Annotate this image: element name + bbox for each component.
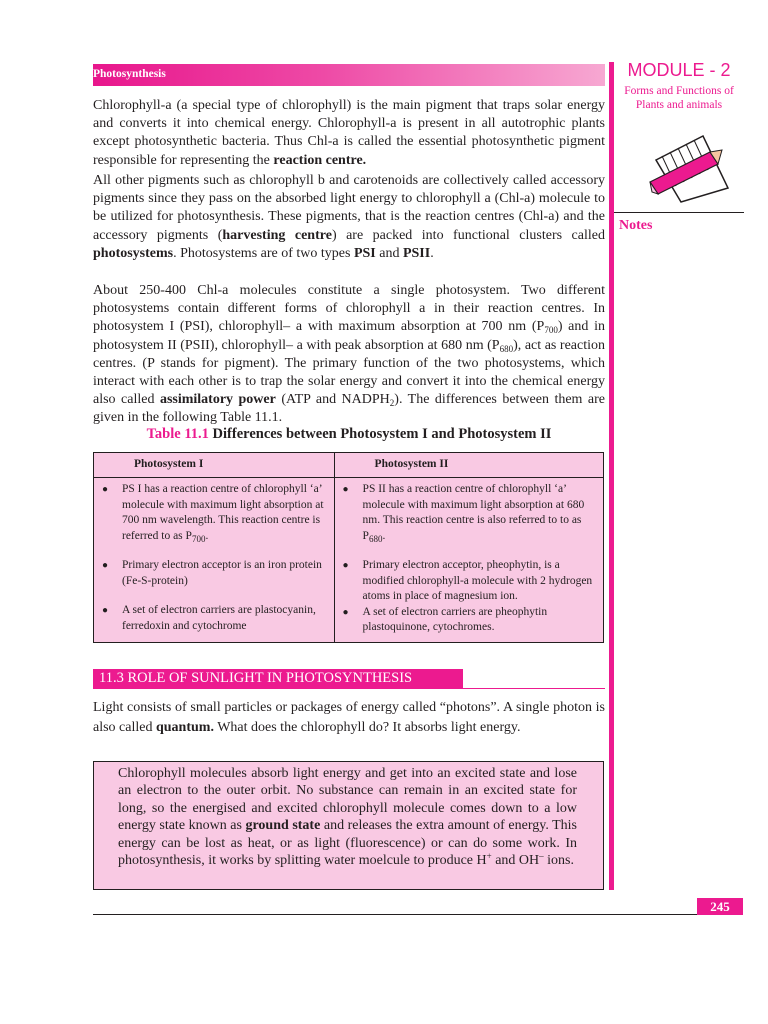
list-item [94,482,334,544]
list-item-text: A set of electron carriers are pheophytin plastoquinone, cytochromes. [362,605,548,633]
section-heading [93,669,463,688]
section-rule [93,688,605,689]
list-item-text: A set of electron carriers are plastocyanin, ferredoxin and cytochrome [122,604,316,632]
list-item [335,558,603,605]
pencil-notepad-icon [648,130,738,210]
list-item-text: Primary electron acceptor, pheophytin, is a modified chlorophyll-a molecule with 2 hydrogen atoms in place of magnesium ion. [362,559,593,602]
section-heading-text: 11.3 ROLE OF SUNLIGHT IN PHOTOSYNTHESIS [99,670,413,686]
p2-psii: PSII [402,245,431,261]
list-item-text: PS II has a reaction centre of chlorophyll ‘a’ molecule with maximum light absorption at 680 nm. This reaction centre is also referred to to as P [362,483,585,542]
p2-harvesting: harvesting centre [222,227,332,243]
paragraph-3 [93,282,605,428]
table-caption-title: Differences between Photosystem I and Photosystem II [212,426,552,442]
p2-e: and [379,245,400,261]
table-row [94,478,604,643]
col1-cell [94,478,335,643]
col2-header: Photosystem II [334,453,603,478]
table-caption [93,426,605,443]
section-paragraph [93,698,605,738]
p2-psi: PSI [353,245,376,261]
module-subtitle [614,84,744,112]
box-sup-plus: + [486,851,492,862]
list-item [94,558,334,589]
box-d: ions. [547,853,574,869]
col2-list [335,482,603,636]
p1-text: Chlorophyll-a (a special type of chlorophyll) is the main pigment that traps solar energy and converts it into chemical energy. Chlorophyll-a is present in all autotrophic plants except photosynthetic bacteria. Thus Chl-a is called the essential photosynthetic pigment responsible for representing the [93,98,605,168]
notes-rule [614,212,744,213]
p3-d: (ATP and NADPH [281,392,390,408]
p1-bold: reaction centre. [273,152,367,168]
highlight-box [93,761,604,890]
list-item-tail: . [382,529,386,542]
list-item-tail: . [205,529,209,542]
list-item [335,605,603,636]
p2-f: . [430,245,434,261]
running-title: Photosynthesis [93,68,166,80]
list-item [335,482,603,544]
p3-sub-680: 680 [499,343,514,354]
module-label: MODULE - 2 [627,60,731,80]
comparison-table [93,452,604,643]
box-sup-minus: – [539,851,544,862]
margin-divider-line [609,62,614,890]
p2-a: All other pigments such as chlorophyll b and carotenoids are collectively called accessory pigments since they pass on the absorbed light energy to chlorophyll a (Chl-a) molecule to be utilized for photosynthesis. These pigments, that is the reaction centres (Chl-a) and the accessory pigments ( [93,173,605,243]
box-b: and releases the extra amount of energy. This energy can be lost as heat, or as light (fluorescence) or can do some work. In photosynthesis, it works by splitting water moelcule to produce H [118,818,577,869]
box-c: and OH [495,853,540,869]
p3-c: ), act as reaction centres. (P stands for pigment). The primary function of the two photosystems, which interact with each other is to trap the solar energy and convert it into the chemical energy also called [93,337,605,408]
list-item [94,603,334,634]
p2-d: . Photosystems are of two types [173,245,351,261]
box-bold: ground state [245,818,321,834]
section-p-b: What does the chlorophyll do? It absorbs light energy. [217,720,521,735]
p3-e: ). The differences between them are given in the following Table 11.1. [93,392,606,426]
list-item-sub: 700 [191,533,206,544]
module-subtitle-line-1: Forms and Functions of [624,85,734,97]
running-header-bar [93,64,605,86]
list-item-text: Primary electron acceptor is an iron protein (Fe-S-protein) [122,559,322,587]
col2-cell [334,478,603,643]
p2-c: ) are packed into functional clusters called [331,227,605,243]
highlight-box-text [94,762,603,869]
box-a: Chlorophyll molecules absorb light energy and get into an excited state and lose an electron to the outer orbit. No substance can remain in an excited state for long, so the energised and excited chlorophyll molecule comes down to a low energy state known as [118,766,577,834]
list-item-text: PS I has a reaction centre of chlorophyll ‘a’ molecule with maximum light absorption at 700 nm wavelength. This reaction centre is referred to as P [122,483,324,542]
p3-sub-2: 2 [389,398,395,409]
section-p-a: Light consists of small particles or packages of energy called “photons”. A single photon is also called [93,700,605,735]
p3-b: ) and in photosystem II (PSII), chlorophyll– a with peak absorption at 680 nm (P [93,319,606,353]
p3-sub-700: 700 [544,325,558,336]
paragraph-2 [93,172,605,263]
p3-a: About 250-400 Chl-a molecules constitute a single photosystem. Two different photosystems contain different forms of chlorophyll a in their reaction centres. In photosystem I (PSI), chlorophyll– a with maximum absorption at 700 nm (P [93,283,605,335]
p3-bold: assimilatory power [159,392,276,408]
page-number: 245 [697,898,743,915]
list-item-sub: 680 [368,533,383,544]
table-caption-number: Table 11.1 [146,426,209,442]
footer-rule [93,914,743,915]
notes-label: Notes [619,218,653,233]
table-header-row [94,453,604,478]
section-p-bold: quantum. [155,720,214,735]
module-subtitle-line-2: Plants and animals [635,99,723,111]
paragraph-1 [93,97,605,170]
p2-photosystems: photosystems [93,245,174,261]
col1-list [94,482,334,634]
col1-header: Photosystem I [94,453,335,478]
